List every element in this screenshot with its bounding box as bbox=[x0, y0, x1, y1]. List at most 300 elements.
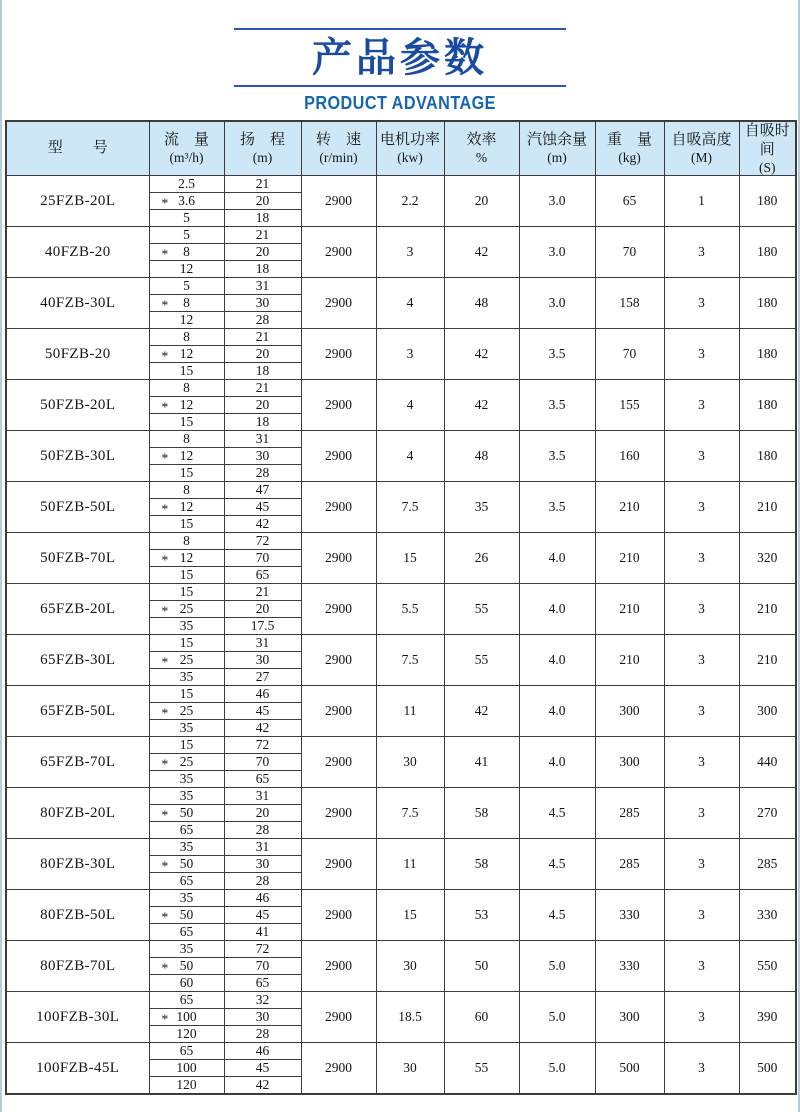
head-cell: 31 bbox=[224, 278, 301, 295]
model-cell: 40FZB-30L bbox=[6, 278, 149, 329]
head-cell: 65 bbox=[224, 567, 301, 584]
column-header-label: 自吸时间 bbox=[744, 123, 790, 158]
flow-cell: 35 bbox=[149, 941, 224, 958]
flow-cell: * 8 bbox=[149, 295, 224, 312]
head-cell: 45 bbox=[224, 907, 301, 924]
motor-power-cell: 7.5 bbox=[376, 482, 444, 533]
flow-cell: 100 bbox=[149, 1060, 224, 1077]
efficiency-cell: 42 bbox=[444, 227, 519, 278]
self-priming-time-cell: 180 bbox=[739, 227, 796, 278]
flow-cell: 8 bbox=[149, 329, 224, 346]
npsh-cell: 5.0 bbox=[519, 941, 595, 992]
head-cell: 46 bbox=[224, 890, 301, 907]
rated-point-star-icon: * bbox=[161, 705, 169, 721]
rated-point-star-icon: * bbox=[161, 246, 169, 262]
column-header-unit: (m³/h) bbox=[169, 150, 204, 166]
efficiency-cell: 53 bbox=[444, 890, 519, 941]
column-header-label: 型 号 bbox=[47, 140, 108, 157]
flow-cell: 35 bbox=[149, 669, 224, 686]
flow-cell: 5 bbox=[149, 278, 224, 295]
motor-power-cell: 3 bbox=[376, 329, 444, 380]
column-header bbox=[444, 121, 519, 176]
column-header bbox=[664, 121, 739, 176]
flow-cell: * 8 bbox=[149, 244, 224, 261]
column-header-label: 流 量 bbox=[163, 132, 209, 149]
motor-power-cell: 5.5 bbox=[376, 584, 444, 635]
flow-cell: 15 bbox=[149, 465, 224, 482]
head-cell: 20 bbox=[224, 397, 301, 414]
self-priming-height-cell: 3 bbox=[664, 941, 739, 992]
motor-power-cell: 11 bbox=[376, 839, 444, 890]
head-cell: 20 bbox=[224, 805, 301, 822]
flow-cell: * 3.6 bbox=[149, 193, 224, 210]
weight-cell: 285 bbox=[595, 839, 664, 890]
self-priming-time-cell: 180 bbox=[739, 176, 796, 227]
spec-subrow bbox=[6, 533, 796, 550]
spec-subrow bbox=[6, 890, 796, 907]
rated-point-star-icon: * bbox=[161, 960, 169, 976]
head-cell: 70 bbox=[224, 958, 301, 975]
rated-point-star-icon: * bbox=[161, 297, 169, 313]
self-priming-time-cell: 285 bbox=[739, 839, 796, 890]
rated-point-star-icon: * bbox=[161, 654, 169, 670]
weight-cell: 285 bbox=[595, 788, 664, 839]
npsh-cell: 5.0 bbox=[519, 1043, 595, 1095]
head-cell: 30 bbox=[224, 295, 301, 312]
head-cell: 30 bbox=[224, 448, 301, 465]
flow-cell: 15 bbox=[149, 635, 224, 652]
column-header bbox=[301, 121, 376, 176]
column-header-unit: (kw) bbox=[397, 150, 423, 166]
motor-power-cell: 18.5 bbox=[376, 992, 444, 1043]
speed-cell: 2900 bbox=[301, 431, 376, 482]
motor-power-cell: 15 bbox=[376, 890, 444, 941]
self-priming-time-cell: 180 bbox=[739, 431, 796, 482]
column-header bbox=[595, 121, 664, 176]
head-cell: 21 bbox=[224, 584, 301, 601]
self-priming-time-cell: 500 bbox=[739, 1043, 796, 1095]
head-cell: 18 bbox=[224, 414, 301, 431]
npsh-cell: 3.0 bbox=[519, 227, 595, 278]
spec-subrow bbox=[6, 737, 796, 754]
spec-subrow bbox=[6, 635, 796, 652]
head-cell: 28 bbox=[224, 873, 301, 890]
spec-subrow bbox=[6, 482, 796, 499]
flow-cell: 15 bbox=[149, 737, 224, 754]
speed-cell: 2900 bbox=[301, 839, 376, 890]
npsh-cell: 3.5 bbox=[519, 431, 595, 482]
weight-cell: 300 bbox=[595, 686, 664, 737]
flow-cell: 8 bbox=[149, 380, 224, 397]
head-cell: 41 bbox=[224, 924, 301, 941]
head-cell: 45 bbox=[224, 1060, 301, 1077]
page-title: 产品参数 bbox=[312, 36, 488, 80]
npsh-cell: 4.5 bbox=[519, 890, 595, 941]
self-priming-height-cell: 3 bbox=[664, 380, 739, 431]
column-header-label: 汽蚀余量 bbox=[526, 132, 587, 149]
motor-power-cell: 30 bbox=[376, 737, 444, 788]
self-priming-time-cell: 440 bbox=[739, 737, 796, 788]
flow-cell: 60 bbox=[149, 975, 224, 992]
column-header bbox=[149, 121, 224, 176]
npsh-cell: 3.0 bbox=[519, 278, 595, 329]
flow-cell: 8 bbox=[149, 533, 224, 550]
efficiency-cell: 55 bbox=[444, 635, 519, 686]
npsh-cell: 4.5 bbox=[519, 839, 595, 890]
column-header-unit: (M) bbox=[691, 150, 712, 166]
page-header bbox=[0, 28, 800, 114]
npsh-cell: 3.5 bbox=[519, 482, 595, 533]
self-priming-height-cell: 3 bbox=[664, 788, 739, 839]
head-cell: 65 bbox=[224, 975, 301, 992]
rated-point-star-icon: * bbox=[161, 807, 169, 823]
spec-subrow bbox=[6, 992, 796, 1009]
flow-cell: 15 bbox=[149, 567, 224, 584]
self-priming-height-cell: 3 bbox=[664, 635, 739, 686]
column-header bbox=[739, 121, 796, 176]
rated-point-star-icon: * bbox=[161, 909, 169, 925]
head-cell: 18 bbox=[224, 261, 301, 278]
model-cell: 65FZB-70L bbox=[6, 737, 149, 788]
weight-cell: 70 bbox=[595, 329, 664, 380]
column-header bbox=[519, 121, 595, 176]
model-cell: 65FZB-30L bbox=[6, 635, 149, 686]
model-cell: 80FZB-30L bbox=[6, 839, 149, 890]
flow-cell: * 12 bbox=[149, 346, 224, 363]
flow-cell: 5 bbox=[149, 227, 224, 244]
flow-cell: 120 bbox=[149, 1077, 224, 1095]
spec-subrow bbox=[6, 941, 796, 958]
flow-cell: * 25 bbox=[149, 652, 224, 669]
weight-cell: 70 bbox=[595, 227, 664, 278]
motor-power-cell: 3 bbox=[376, 227, 444, 278]
motor-power-cell: 30 bbox=[376, 941, 444, 992]
flow-cell: 15 bbox=[149, 516, 224, 533]
head-cell: 21 bbox=[224, 227, 301, 244]
self-priming-height-cell: 3 bbox=[664, 584, 739, 635]
weight-cell: 160 bbox=[595, 431, 664, 482]
npsh-cell: 4.5 bbox=[519, 788, 595, 839]
speed-cell: 2900 bbox=[301, 533, 376, 584]
speed-cell: 2900 bbox=[301, 941, 376, 992]
model-cell: 50FZB-20L bbox=[6, 380, 149, 431]
speed-cell: 2900 bbox=[301, 380, 376, 431]
flow-cell: 35 bbox=[149, 618, 224, 635]
weight-cell: 210 bbox=[595, 584, 664, 635]
flow-cell: * 12 bbox=[149, 550, 224, 567]
self-priming-height-cell: 3 bbox=[664, 839, 739, 890]
head-cell: 21 bbox=[224, 176, 301, 193]
spec-subrow bbox=[6, 380, 796, 397]
flow-cell: 15 bbox=[149, 363, 224, 380]
head-cell: 18 bbox=[224, 363, 301, 380]
model-cell: 50FZB-20 bbox=[6, 329, 149, 380]
head-cell: 27 bbox=[224, 669, 301, 686]
efficiency-cell: 58 bbox=[444, 839, 519, 890]
head-cell: 31 bbox=[224, 431, 301, 448]
head-cell: 72 bbox=[224, 941, 301, 958]
model-cell: 65FZB-50L bbox=[6, 686, 149, 737]
flow-cell: 65 bbox=[149, 873, 224, 890]
spec-subrow bbox=[6, 329, 796, 346]
self-priming-time-cell: 320 bbox=[739, 533, 796, 584]
self-priming-time-cell: 210 bbox=[739, 635, 796, 686]
column-header-label: 电机功率 bbox=[379, 132, 440, 149]
head-cell: 31 bbox=[224, 635, 301, 652]
weight-cell: 210 bbox=[595, 533, 664, 584]
motor-power-cell: 2.2 bbox=[376, 176, 444, 227]
head-cell: 28 bbox=[224, 312, 301, 329]
efficiency-cell: 60 bbox=[444, 992, 519, 1043]
head-cell: 32 bbox=[224, 992, 301, 1009]
weight-cell: 500 bbox=[595, 1043, 664, 1095]
efficiency-cell: 55 bbox=[444, 584, 519, 635]
rated-point-star-icon: * bbox=[161, 603, 169, 619]
model-cell: 100FZB-45L bbox=[6, 1043, 149, 1095]
flow-cell: 8 bbox=[149, 431, 224, 448]
speed-cell: 2900 bbox=[301, 1043, 376, 1095]
self-priming-time-cell: 330 bbox=[739, 890, 796, 941]
flow-cell: 65 bbox=[149, 992, 224, 1009]
motor-power-cell: 4 bbox=[376, 278, 444, 329]
self-priming-height-cell: 3 bbox=[664, 227, 739, 278]
efficiency-cell: 26 bbox=[444, 533, 519, 584]
flow-cell: 8 bbox=[149, 482, 224, 499]
self-priming-time-cell: 180 bbox=[739, 329, 796, 380]
head-cell: 30 bbox=[224, 652, 301, 669]
flow-cell: 65 bbox=[149, 924, 224, 941]
self-priming-height-cell: 3 bbox=[664, 329, 739, 380]
head-cell: 45 bbox=[224, 499, 301, 516]
self-priming-time-cell: 210 bbox=[739, 482, 796, 533]
column-header-unit: (r/min) bbox=[319, 150, 358, 166]
product-spec-table bbox=[5, 120, 797, 1095]
motor-power-cell: 7.5 bbox=[376, 635, 444, 686]
head-cell: 28 bbox=[224, 465, 301, 482]
self-priming-time-cell: 180 bbox=[739, 278, 796, 329]
model-cell: 80FZB-50L bbox=[6, 890, 149, 941]
rated-point-star-icon: * bbox=[161, 501, 169, 517]
flow-cell: 35 bbox=[149, 720, 224, 737]
speed-cell: 2900 bbox=[301, 737, 376, 788]
column-header-label: 效率 bbox=[466, 132, 497, 149]
efficiency-cell: 55 bbox=[444, 1043, 519, 1095]
flow-cell: 35 bbox=[149, 890, 224, 907]
page-edge-line-left bbox=[0, 0, 2, 1112]
self-priming-time-cell: 210 bbox=[739, 584, 796, 635]
flow-cell: * 100 bbox=[149, 1009, 224, 1026]
table-header-row bbox=[6, 121, 796, 176]
speed-cell: 2900 bbox=[301, 890, 376, 941]
efficiency-cell: 41 bbox=[444, 737, 519, 788]
head-cell: 21 bbox=[224, 380, 301, 397]
rated-point-star-icon: * bbox=[161, 1011, 169, 1027]
model-cell: 50FZB-30L bbox=[6, 431, 149, 482]
npsh-cell: 5.0 bbox=[519, 992, 595, 1043]
rated-point-star-icon: * bbox=[161, 858, 169, 874]
weight-cell: 210 bbox=[595, 635, 664, 686]
column-header-label: 重 量 bbox=[606, 132, 652, 149]
model-cell: 80FZB-70L bbox=[6, 941, 149, 992]
flow-cell: * 50 bbox=[149, 907, 224, 924]
column-header bbox=[6, 121, 149, 176]
npsh-cell: 4.0 bbox=[519, 533, 595, 584]
column-header-label: 扬 程 bbox=[239, 132, 285, 149]
speed-cell: 2900 bbox=[301, 635, 376, 686]
flow-cell: * 12 bbox=[149, 397, 224, 414]
spec-subrow bbox=[6, 788, 796, 805]
head-cell: 72 bbox=[224, 737, 301, 754]
head-cell: 65 bbox=[224, 771, 301, 788]
spec-subrow bbox=[6, 227, 796, 244]
speed-cell: 2900 bbox=[301, 278, 376, 329]
speed-cell: 2900 bbox=[301, 788, 376, 839]
self-priming-height-cell: 3 bbox=[664, 992, 739, 1043]
head-cell: 46 bbox=[224, 1043, 301, 1060]
head-cell: 31 bbox=[224, 839, 301, 856]
efficiency-cell: 42 bbox=[444, 380, 519, 431]
rated-point-star-icon: * bbox=[161, 450, 169, 466]
page-subtitle: PRODUCT ADVANTAGE bbox=[304, 93, 496, 113]
title-rule-top bbox=[234, 28, 566, 30]
column-header-unit: (kg) bbox=[618, 150, 641, 166]
model-cell: 100FZB-30L bbox=[6, 992, 149, 1043]
self-priming-time-cell: 390 bbox=[739, 992, 796, 1043]
npsh-cell: 3.5 bbox=[519, 380, 595, 431]
head-cell: 17.5 bbox=[224, 618, 301, 635]
column-header-unit: (S) bbox=[759, 159, 776, 175]
self-priming-height-cell: 3 bbox=[664, 431, 739, 482]
title-rule-bottom bbox=[234, 85, 566, 87]
head-cell: 20 bbox=[224, 244, 301, 261]
speed-cell: 2900 bbox=[301, 227, 376, 278]
flow-cell: 2.5 bbox=[149, 176, 224, 193]
efficiency-cell: 48 bbox=[444, 278, 519, 329]
head-cell: 46 bbox=[224, 686, 301, 703]
head-cell: 20 bbox=[224, 346, 301, 363]
npsh-cell: 4.0 bbox=[519, 737, 595, 788]
efficiency-cell: 50 bbox=[444, 941, 519, 992]
weight-cell: 65 bbox=[595, 176, 664, 227]
column-header-unit: (m) bbox=[252, 150, 273, 166]
weight-cell: 155 bbox=[595, 380, 664, 431]
flow-cell: 65 bbox=[149, 822, 224, 839]
head-cell: 42 bbox=[224, 516, 301, 533]
rated-point-star-icon: * bbox=[161, 399, 169, 415]
efficiency-cell: 58 bbox=[444, 788, 519, 839]
npsh-cell: 4.0 bbox=[519, 686, 595, 737]
rated-point-star-icon: * bbox=[161, 756, 169, 772]
model-cell: 25FZB-20L bbox=[6, 176, 149, 227]
self-priming-height-cell: 3 bbox=[664, 278, 739, 329]
speed-cell: 2900 bbox=[301, 992, 376, 1043]
head-cell: 30 bbox=[224, 1009, 301, 1026]
flow-cell: * 50 bbox=[149, 958, 224, 975]
head-cell: 18 bbox=[224, 210, 301, 227]
spec-subrow bbox=[6, 686, 796, 703]
flow-cell: * 25 bbox=[149, 703, 224, 720]
head-cell: 72 bbox=[224, 533, 301, 550]
model-cell: 50FZB-50L bbox=[6, 482, 149, 533]
flow-cell: * 25 bbox=[149, 601, 224, 618]
self-priming-time-cell: 300 bbox=[739, 686, 796, 737]
flow-cell: 15 bbox=[149, 584, 224, 601]
efficiency-cell: 20 bbox=[444, 176, 519, 227]
head-cell: 47 bbox=[224, 482, 301, 499]
self-priming-height-cell: 1 bbox=[664, 176, 739, 227]
flow-cell: 5 bbox=[149, 210, 224, 227]
column-header bbox=[224, 121, 301, 176]
self-priming-height-cell: 3 bbox=[664, 890, 739, 941]
self-priming-height-cell: 3 bbox=[664, 1043, 739, 1095]
flow-cell: 12 bbox=[149, 261, 224, 278]
motor-power-cell: 11 bbox=[376, 686, 444, 737]
head-cell: 30 bbox=[224, 856, 301, 873]
model-cell: 80FZB-20L bbox=[6, 788, 149, 839]
self-priming-height-cell: 3 bbox=[664, 737, 739, 788]
spec-subrow bbox=[6, 278, 796, 295]
motor-power-cell: 7.5 bbox=[376, 788, 444, 839]
spec-subrow bbox=[6, 1043, 796, 1060]
efficiency-cell: 35 bbox=[444, 482, 519, 533]
flow-cell: * 50 bbox=[149, 856, 224, 873]
motor-power-cell: 15 bbox=[376, 533, 444, 584]
flow-cell: * 50 bbox=[149, 805, 224, 822]
column-header-label: 转 速 bbox=[315, 132, 361, 149]
flow-cell: 65 bbox=[149, 1043, 224, 1060]
self-priming-height-cell: 3 bbox=[664, 482, 739, 533]
flow-cell: 35 bbox=[149, 771, 224, 788]
flow-cell: 15 bbox=[149, 686, 224, 703]
head-cell: 70 bbox=[224, 754, 301, 771]
weight-cell: 210 bbox=[595, 482, 664, 533]
speed-cell: 2900 bbox=[301, 176, 376, 227]
weight-cell: 330 bbox=[595, 890, 664, 941]
head-cell: 20 bbox=[224, 601, 301, 618]
efficiency-cell: 42 bbox=[444, 686, 519, 737]
speed-cell: 2900 bbox=[301, 482, 376, 533]
flow-cell: * 25 bbox=[149, 754, 224, 771]
model-cell: 50FZB-70L bbox=[6, 533, 149, 584]
head-cell: 45 bbox=[224, 703, 301, 720]
rated-point-star-icon: * bbox=[161, 348, 169, 364]
efficiency-cell: 42 bbox=[444, 329, 519, 380]
rated-point-star-icon: * bbox=[161, 552, 169, 568]
head-cell: 31 bbox=[224, 788, 301, 805]
head-cell: 42 bbox=[224, 720, 301, 737]
column-header-unit: % bbox=[475, 150, 488, 166]
flow-cell: * 12 bbox=[149, 499, 224, 516]
motor-power-cell: 30 bbox=[376, 1043, 444, 1095]
self-priming-time-cell: 270 bbox=[739, 788, 796, 839]
weight-cell: 300 bbox=[595, 737, 664, 788]
spec-subrow bbox=[6, 176, 796, 193]
head-cell: 42 bbox=[224, 1077, 301, 1095]
spec-subrow bbox=[6, 431, 796, 448]
flow-cell: 15 bbox=[149, 414, 224, 431]
column-header bbox=[376, 121, 444, 176]
self-priming-height-cell: 3 bbox=[664, 533, 739, 584]
weight-cell: 330 bbox=[595, 941, 664, 992]
self-priming-time-cell: 180 bbox=[739, 380, 796, 431]
flow-cell: 120 bbox=[149, 1026, 224, 1043]
head-cell: 28 bbox=[224, 1026, 301, 1043]
speed-cell: 2900 bbox=[301, 584, 376, 635]
weight-cell: 158 bbox=[595, 278, 664, 329]
head-cell: 20 bbox=[224, 193, 301, 210]
npsh-cell: 4.0 bbox=[519, 635, 595, 686]
flow-cell: * 12 bbox=[149, 448, 224, 465]
